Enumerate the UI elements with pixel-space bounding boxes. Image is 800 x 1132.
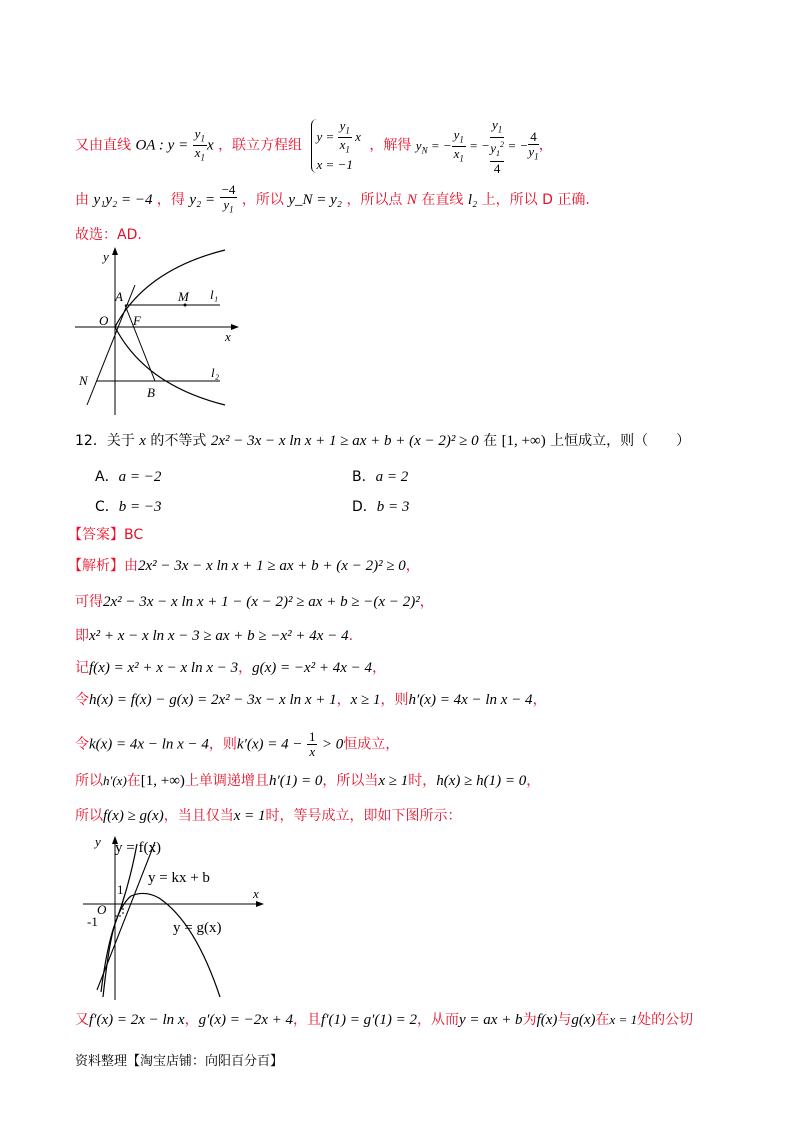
fig1-label-a: A — [115, 289, 123, 304]
answer-line — [68, 524, 143, 544]
math: x — [139, 433, 146, 449]
math: OA : y = — [135, 137, 189, 154]
math: f′(1) = g′(1) = 2 — [321, 1012, 417, 1028]
option-letter: B． — [352, 469, 376, 485]
math: h′(1) = 0 — [268, 773, 323, 789]
math: y = ax + b — [459, 1012, 523, 1028]
text: ，且 — [293, 1012, 322, 1028]
line-yn-conclusion — [75, 183, 590, 217]
text: ， — [184, 1012, 199, 1028]
fig2-label-1: 1 — [117, 882, 124, 897]
math: > 0 — [321, 736, 344, 753]
text: 在 — [595, 1012, 610, 1028]
text: 12．关于 — [75, 433, 135, 449]
parabola-figure — [75, 245, 245, 420]
analysis-step-4 — [75, 657, 386, 677]
math: x = 1 — [609, 1012, 638, 1027]
math: h′(x) — [103, 773, 127, 788]
text: 可得 — [75, 594, 103, 610]
math: f′(x) = 2x − ln x — [89, 1012, 185, 1028]
math: k′(x) = 4 − — [236, 736, 303, 753]
fig1-label-n: N — [79, 373, 88, 388]
fig1-label-f: F — [133, 313, 141, 328]
text: ，得 — [156, 191, 185, 208]
math: h(x) = f(x) − g(x) = 2x² − 3x − x ln x + 1 — [89, 692, 337, 708]
analysis-step-5 — [75, 689, 547, 709]
math: g(x) = −x² + 4x − 4 — [252, 660, 373, 676]
text: 令 — [75, 736, 89, 753]
math: [1, +∞) — [501, 433, 546, 449]
analysis-step-8 — [75, 805, 461, 825]
text: 上单调递增且 — [184, 773, 269, 789]
fig2-label-neg1: -1 — [87, 914, 98, 929]
option-a — [95, 466, 161, 486]
fig2-label-fx: y = f(x) — [115, 840, 161, 856]
math: f(x) ≥ g(x) — [103, 808, 164, 824]
text: 由 — [75, 191, 89, 208]
math: g(x) — [571, 1012, 596, 1028]
math: f(x) = x² + x − x ln x − 3 — [89, 660, 239, 676]
text: 由 — [124, 558, 138, 574]
math: x² + x − x ln x − 3 ≥ ax + b ≥ −x² + 4x − 4 — [89, 628, 349, 644]
fig2-label-kxb: y = kx + b — [148, 870, 210, 886]
analysis-step-7 — [75, 770, 540, 790]
solution-yn: $y_N$ = − $\frac{y_1}{x_1}$ = − $y_1$ $y_1^2$ 4 = − $\frac{4}{y_1}$ — [415, 117, 539, 176]
math: 2x² − 3x − x ln x + 1 − (x − 2)² ≥ ax + b ≥ −(x − 2)² — [103, 594, 420, 610]
text: ，解得 — [369, 137, 412, 154]
fig1-label-m: M — [178, 289, 189, 304]
text: ，联立方程组 — [218, 137, 303, 154]
option-expr: b = −3 — [118, 499, 162, 515]
math: x ≥ 1 — [350, 692, 381, 708]
analysis-step-2 — [75, 591, 434, 611]
text: 上恒成立，则（ ） — [550, 433, 691, 449]
text: ， — [532, 692, 547, 708]
text: 为 — [522, 1012, 537, 1028]
text: . — [348, 628, 354, 644]
text: ，所以点 — [346, 191, 403, 208]
math: [1, +∞) — [140, 773, 185, 789]
math: y_N = y₂ — [288, 191, 342, 208]
math: f(x) — [536, 1012, 558, 1028]
text: ，所以 — [241, 191, 284, 208]
math: x ≥ 1 — [378, 773, 409, 789]
fig2-label-y: y — [95, 834, 101, 849]
option-letter: D． — [352, 499, 377, 515]
text: 所以 — [75, 808, 103, 824]
text: 记 — [75, 660, 89, 676]
text: 又由直线 — [75, 137, 131, 154]
equation-system: y = $\frac{y_1}{x_1}$ x x = −1 — [311, 119, 361, 173]
math: y₁y₂ = −4 — [93, 191, 153, 208]
option-c — [95, 496, 162, 516]
fig1-label-l2: l₂ — [211, 365, 220, 380]
text: ， — [405, 558, 420, 574]
option-expr: b = 3 — [376, 499, 410, 515]
text: 在 — [126, 773, 141, 789]
math: N — [406, 191, 417, 208]
math: l₂ — [467, 191, 478, 208]
fig2-label-gx: y = g(x) — [173, 920, 222, 936]
option-expr: a = 2 — [375, 469, 409, 485]
option-b — [352, 466, 408, 486]
fraction: $\frac{-4}{y_1}$ — [221, 182, 236, 215]
math: h′(x) = 4x − ln x − 4 — [408, 692, 533, 708]
fig1-label-y: y — [103, 249, 109, 264]
text: 时，等号成立，即如下图所示： — [265, 808, 462, 824]
fig1-label-l1: l₁ — [210, 287, 219, 302]
footer-note: 资料整理【淘宝店铺：向阳百分百】 — [75, 1054, 284, 1069]
choice-line: 故选：AD. — [75, 227, 142, 243]
analysis-step-6 — [75, 730, 399, 759]
math: 2x² − 3x − x ln x + 1 ≥ ax + b + (x − 2)² ≥ 0 — [210, 433, 479, 449]
fraction: $\frac{1}{x}$ — [308, 729, 316, 759]
math: y₂ = — [189, 191, 216, 208]
text: ， — [372, 660, 387, 676]
text: 所以 — [75, 773, 103, 789]
math: k(x) = 4x − ln x − 4 — [89, 736, 209, 753]
text: 处的公切 — [637, 1012, 694, 1028]
fig2-label-o: O — [97, 902, 107, 917]
text: 的不等式 — [150, 433, 207, 449]
line-oa-system: 又由直线 OA : y = $\frac{y_1}{x_1}$ x ，联立方程组 y = $\frac{y_1}{x_1}$ x x = −1 ，解得 $y_N$ = − $\frac{y_1}{x_1}$ = − $y_1$ $y_1^2$ 4 = − $\frac{4}{y_1}$ ， — [75, 117, 553, 176]
question-12 — [75, 430, 690, 450]
fraction: $\frac{y_1}{x_1}$ — [194, 125, 205, 163]
analysis-step-3 — [75, 625, 353, 645]
tangent-figure — [75, 832, 285, 1002]
option-expr: a = −2 — [118, 469, 162, 485]
text: ， — [526, 773, 541, 789]
math: g′(x) = −2x + 4 — [198, 1012, 294, 1028]
math: x = 1 — [233, 808, 266, 824]
text: ， — [238, 660, 253, 676]
text: 令 — [75, 692, 89, 708]
text: ，所以当 — [322, 773, 379, 789]
text: 在 — [483, 433, 498, 449]
answer-value: BC — [124, 527, 144, 543]
text: ，当且仅当 — [163, 808, 234, 824]
text: ，则 — [380, 692, 409, 708]
math: 2x² − 3x − x ln x + 1 ≥ ax + b + (x − 2)² ≥ 0 — [138, 558, 406, 574]
option-d — [352, 496, 409, 516]
text: 又 — [75, 1012, 89, 1028]
text: ，从而 — [417, 1012, 459, 1028]
text: 即 — [75, 628, 89, 644]
analysis-tag: 【解析】 — [68, 558, 124, 574]
option-letter: C． — [95, 499, 119, 515]
text: ，则 — [208, 736, 237, 753]
text: 时， — [408, 773, 437, 789]
text: 恒成立， — [343, 736, 400, 753]
fig1-label-b: B — [147, 385, 155, 400]
text: 在直线 — [421, 191, 464, 208]
text: 与 — [557, 1012, 572, 1028]
analysis-step-9 — [75, 1009, 693, 1029]
option-letter: A． — [95, 469, 119, 485]
text: ， — [419, 594, 434, 610]
fig1-label-o: O — [99, 313, 109, 328]
answer-tag: 【答案】 — [68, 527, 124, 543]
fig1-label-x: x — [225, 329, 231, 344]
text: 上，所以 D 正确. — [481, 191, 590, 208]
text: ， — [336, 692, 351, 708]
math: h(x) ≥ h(1) = 0 — [436, 773, 527, 789]
analysis-step-1 — [68, 555, 420, 575]
fig2-label-x: x — [253, 886, 259, 901]
